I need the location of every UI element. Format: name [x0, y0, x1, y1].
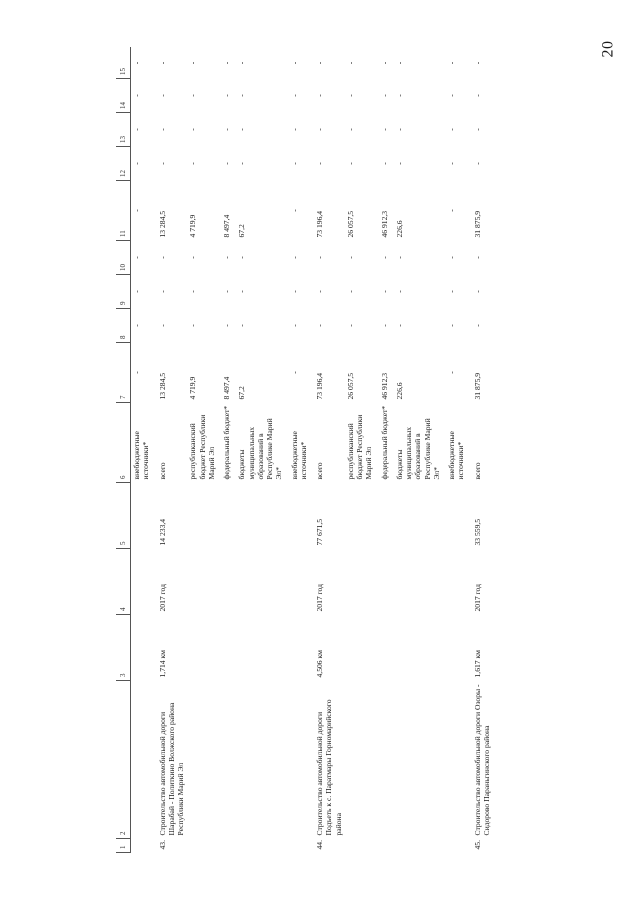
value-cell: 8 497,4: [222, 376, 231, 400]
year-cell: [345, 549, 379, 615]
value-cell: -: [345, 61, 355, 65]
object-name-cell: [221, 681, 236, 839]
year-cell: 2017 год: [472, 584, 482, 612]
funding-source-cell: внебюджетные источники*: [447, 431, 466, 480]
value-cell: -: [345, 256, 355, 259]
value-cell: -: [315, 61, 324, 65]
value-cell: -: [222, 290, 231, 293]
column-header: 6: [116, 403, 131, 483]
value-cell: -: [447, 128, 456, 131]
value-cell: -: [132, 290, 141, 293]
year-cell: [236, 549, 288, 615]
value-cell: -: [237, 324, 247, 327]
value-cell: -: [132, 209, 141, 212]
value-cell: -: [237, 128, 247, 131]
value-cell: -: [188, 61, 198, 65]
estimated-cost-cell: [345, 483, 379, 549]
column-header: 9: [116, 275, 131, 309]
value-cell: -: [132, 128, 141, 131]
table-row: [471, 48, 494, 853]
table-row: [394, 48, 446, 853]
value-cell: -: [379, 61, 389, 65]
object-name-cell: [394, 681, 446, 839]
value-cell: -: [188, 162, 198, 165]
value-cell: -: [394, 290, 404, 293]
object-name-cell: Строительство автомобильной дороги Шарабай - Политкино Волжского района Республики Марий Эл: [157, 702, 185, 836]
value-cell: -: [394, 324, 404, 327]
value-cell: -: [345, 128, 355, 131]
header-row: [116, 48, 131, 853]
value-cell: -: [345, 94, 355, 97]
object-name-cell: [446, 681, 471, 839]
estimated-cost-cell: [394, 483, 446, 549]
funding-source-cell: федеральный бюджет*: [379, 405, 389, 480]
estimated-cost-cell: [131, 483, 156, 549]
value-cell: -: [237, 94, 247, 97]
estimated-cost-cell: [236, 483, 288, 549]
road-length-cell: [394, 615, 446, 681]
value-cell: -: [394, 128, 404, 131]
value-cell: 13 284,5: [157, 372, 167, 400]
funding-source-cell: федеральный бюджет*: [222, 405, 231, 480]
value-cell: -: [472, 162, 482, 165]
value-cell: -: [188, 128, 198, 131]
value-cell: -: [289, 162, 299, 165]
row-number-cell: 44.: [315, 840, 324, 850]
value-cell: -: [472, 94, 482, 97]
value-cell: -: [379, 94, 389, 97]
road-length-cell: 1,617 км: [472, 650, 482, 678]
value-cell: -: [315, 128, 324, 131]
value-cell: -: [289, 61, 299, 65]
value-cell: -: [394, 256, 404, 259]
value-cell: -: [188, 94, 198, 97]
funding-source-cell: республиканский бюджет Республики Марий Эл: [345, 414, 374, 480]
year-cell: [394, 549, 446, 615]
value-cell: -: [188, 324, 198, 327]
value-cell: -: [157, 61, 167, 65]
value-cell: -: [345, 290, 355, 293]
value-cell: -: [188, 290, 198, 293]
road-length-cell: [289, 615, 314, 681]
estimated-cost-cell: 77 671,5: [315, 518, 324, 546]
column-header: 4: [116, 549, 131, 615]
row-number-cell: 43.: [157, 840, 167, 850]
row-number-cell: 45.: [472, 840, 482, 850]
estimated-cost-cell: [187, 483, 221, 549]
column-header: 12: [116, 147, 131, 181]
value-cell: -: [379, 290, 389, 293]
estimated-cost-cell: [446, 483, 471, 549]
road-length-cell: 1,714 км: [157, 650, 167, 678]
object-name-cell: [379, 681, 394, 839]
road-length-cell: [379, 615, 394, 681]
estimated-cost-cell: [379, 483, 394, 549]
column-header: 5: [116, 483, 131, 549]
value-cell: -: [315, 290, 324, 293]
value-cell: 73 196,4: [315, 210, 324, 238]
value-cell: -: [447, 324, 456, 327]
value-cell: -: [394, 162, 404, 165]
value-cell: -: [222, 162, 231, 165]
value-cell: 26 057,5: [345, 210, 355, 238]
value-cell: -: [157, 128, 167, 131]
row-number-cell: [394, 839, 446, 853]
year-cell: [131, 549, 156, 615]
year-cell: 2017 год: [157, 584, 167, 612]
value-cell: -: [447, 256, 456, 259]
value-cell: 46 912,3: [379, 372, 389, 400]
value-cell: -: [472, 61, 482, 65]
value-cell: -: [237, 61, 247, 65]
value-cell: -: [237, 290, 247, 293]
value-cell: 8 497,4: [222, 214, 231, 238]
table-row: [313, 48, 345, 853]
value-cell: -: [188, 256, 198, 259]
funding-source-cell: всего: [157, 462, 167, 480]
value-cell: 226,6: [394, 382, 404, 400]
value-cell: -: [237, 256, 247, 259]
table-body: [131, 48, 494, 853]
year-cell: [446, 549, 471, 615]
page-number: 20: [599, 40, 617, 58]
value-cell: -: [472, 324, 482, 327]
estimated-cost-cell: 33 559,5: [472, 518, 482, 546]
value-cell: -: [289, 256, 299, 259]
object-name-cell: [236, 681, 288, 839]
object-name-cell: Строительство автомобильной дороги Озоры - Сидорово Параньгинского района: [472, 684, 491, 836]
row-number-cell: [446, 839, 471, 853]
row-number-cell: [221, 839, 236, 853]
value-cell: -: [289, 128, 299, 131]
table-row: [131, 48, 156, 853]
row-number-cell: [345, 839, 379, 853]
row-number-cell: [187, 839, 221, 853]
value-cell: -: [289, 94, 299, 97]
table-row: [187, 48, 221, 853]
funding-source-cell: внебюджетные источники*: [132, 431, 151, 480]
value-cell: -: [447, 371, 456, 374]
value-cell: -: [315, 256, 324, 259]
row-number-cell: [236, 839, 288, 853]
value-cell: -: [222, 256, 231, 259]
object-name-cell: [187, 681, 221, 839]
value-cell: 31 875,9: [472, 210, 482, 238]
column-header: 10: [116, 241, 131, 275]
year-cell: [221, 549, 236, 615]
value-cell: -: [447, 209, 456, 212]
value-cell: -: [289, 324, 299, 327]
year-cell: 2017 год: [315, 584, 324, 612]
row-number-cell: [289, 839, 314, 853]
value-cell: -: [132, 324, 141, 327]
object-name-cell: [131, 681, 156, 839]
value-cell: -: [157, 162, 167, 165]
table-row: [345, 48, 379, 853]
value-cell: -: [447, 162, 456, 165]
year-cell: [289, 549, 314, 615]
value-cell: -: [447, 94, 456, 97]
program-table: [116, 48, 493, 854]
road-length-cell: [187, 615, 221, 681]
value-cell: -: [379, 256, 389, 259]
value-cell: -: [315, 162, 324, 165]
road-length-cell: [131, 615, 156, 681]
year-cell: [379, 549, 394, 615]
value-cell: -: [132, 162, 141, 165]
value-cell: -: [132, 256, 141, 259]
value-cell: -: [289, 371, 299, 374]
value-cell: 67,2: [237, 386, 247, 400]
funding-source-cell: всего: [472, 462, 482, 480]
column-header: 15: [116, 48, 131, 79]
object-name-cell: [289, 681, 314, 839]
value-cell: -: [237, 162, 247, 165]
value-cell: 46 912,3: [379, 210, 389, 238]
value-cell: -: [157, 256, 167, 259]
road-length-cell: [236, 615, 288, 681]
value-cell: -: [379, 324, 389, 327]
value-cell: -: [394, 61, 404, 65]
value-cell: -: [289, 209, 299, 212]
value-cell: -: [472, 256, 482, 259]
table-row: [446, 48, 471, 853]
value-cell: 4 719,9: [188, 214, 198, 238]
value-cell: -: [447, 290, 456, 293]
value-cell: 13 284,5: [157, 210, 167, 238]
column-header: 7: [116, 343, 131, 403]
value-cell: 31 875,9: [472, 372, 482, 400]
value-cell: -: [222, 324, 231, 327]
value-cell: -: [315, 324, 324, 327]
funding-source-cell: бюджеты муниципальных образований в Республике Марий Эл*: [394, 418, 441, 480]
value-cell: 226,6: [394, 220, 404, 238]
value-cell: -: [222, 128, 231, 131]
funding-source-cell: республиканский бюджет Республики Марий Эл: [188, 414, 216, 480]
column-header: 13: [116, 113, 131, 147]
year-cell: [187, 549, 221, 615]
value-cell: -: [379, 128, 389, 131]
estimated-cost-cell: [221, 483, 236, 549]
estimated-cost-cell: [289, 483, 314, 549]
object-name-cell: [345, 681, 379, 839]
funding-source-cell: бюджеты муниципальных образований в Республике Марий Эл*: [237, 418, 284, 480]
value-cell: -: [394, 94, 404, 97]
value-cell: -: [222, 61, 231, 65]
value-cell: -: [157, 94, 167, 97]
rotated-table-container: [116, 48, 600, 853]
table-row: [236, 48, 288, 853]
table-row: [379, 48, 394, 853]
row-number-cell: [131, 839, 156, 853]
table-row: [289, 48, 314, 853]
value-cell: -: [132, 61, 141, 65]
column-header: 2: [116, 681, 131, 839]
value-cell: -: [157, 324, 167, 327]
value-cell: -: [289, 290, 299, 293]
value-cell: -: [315, 94, 324, 97]
table-row: [221, 48, 236, 853]
value-cell: -: [157, 290, 167, 293]
value-cell: -: [447, 61, 456, 65]
funding-source-cell: внебюджетные источники*: [289, 431, 308, 480]
value-cell: 26 057,5: [345, 372, 355, 400]
value-cell: -: [379, 162, 389, 165]
value-cell: -: [472, 290, 482, 293]
value-cell: -: [132, 371, 141, 374]
column-header: 8: [116, 309, 131, 343]
value-cell: 67,2: [237, 224, 247, 238]
row-number-cell: [379, 839, 394, 853]
road-length-cell: [345, 615, 379, 681]
funding-source-cell: всего: [315, 462, 324, 480]
column-header: 3: [116, 615, 131, 681]
value-cell: 73 196,4: [315, 372, 324, 400]
estimated-cost-cell: 14 233,4: [157, 518, 167, 546]
value-cell: -: [345, 324, 355, 327]
road-length-cell: [221, 615, 236, 681]
table-row: [156, 48, 188, 853]
column-header: 1: [116, 839, 131, 853]
column-header: 11: [116, 181, 131, 241]
column-header: 14: [116, 79, 131, 113]
road-length-cell: 4,506 км: [315, 650, 324, 678]
object-name-cell: Строительство автомобильной дороги Подъеть к с. Паратмары Горномарийского района: [315, 699, 343, 836]
value-cell: -: [472, 128, 482, 131]
road-length-cell: [446, 615, 471, 681]
value-cell: -: [222, 94, 231, 97]
value-cell: -: [132, 94, 141, 97]
value-cell: -: [345, 162, 355, 165]
value-cell: 4 719,9: [188, 376, 198, 400]
